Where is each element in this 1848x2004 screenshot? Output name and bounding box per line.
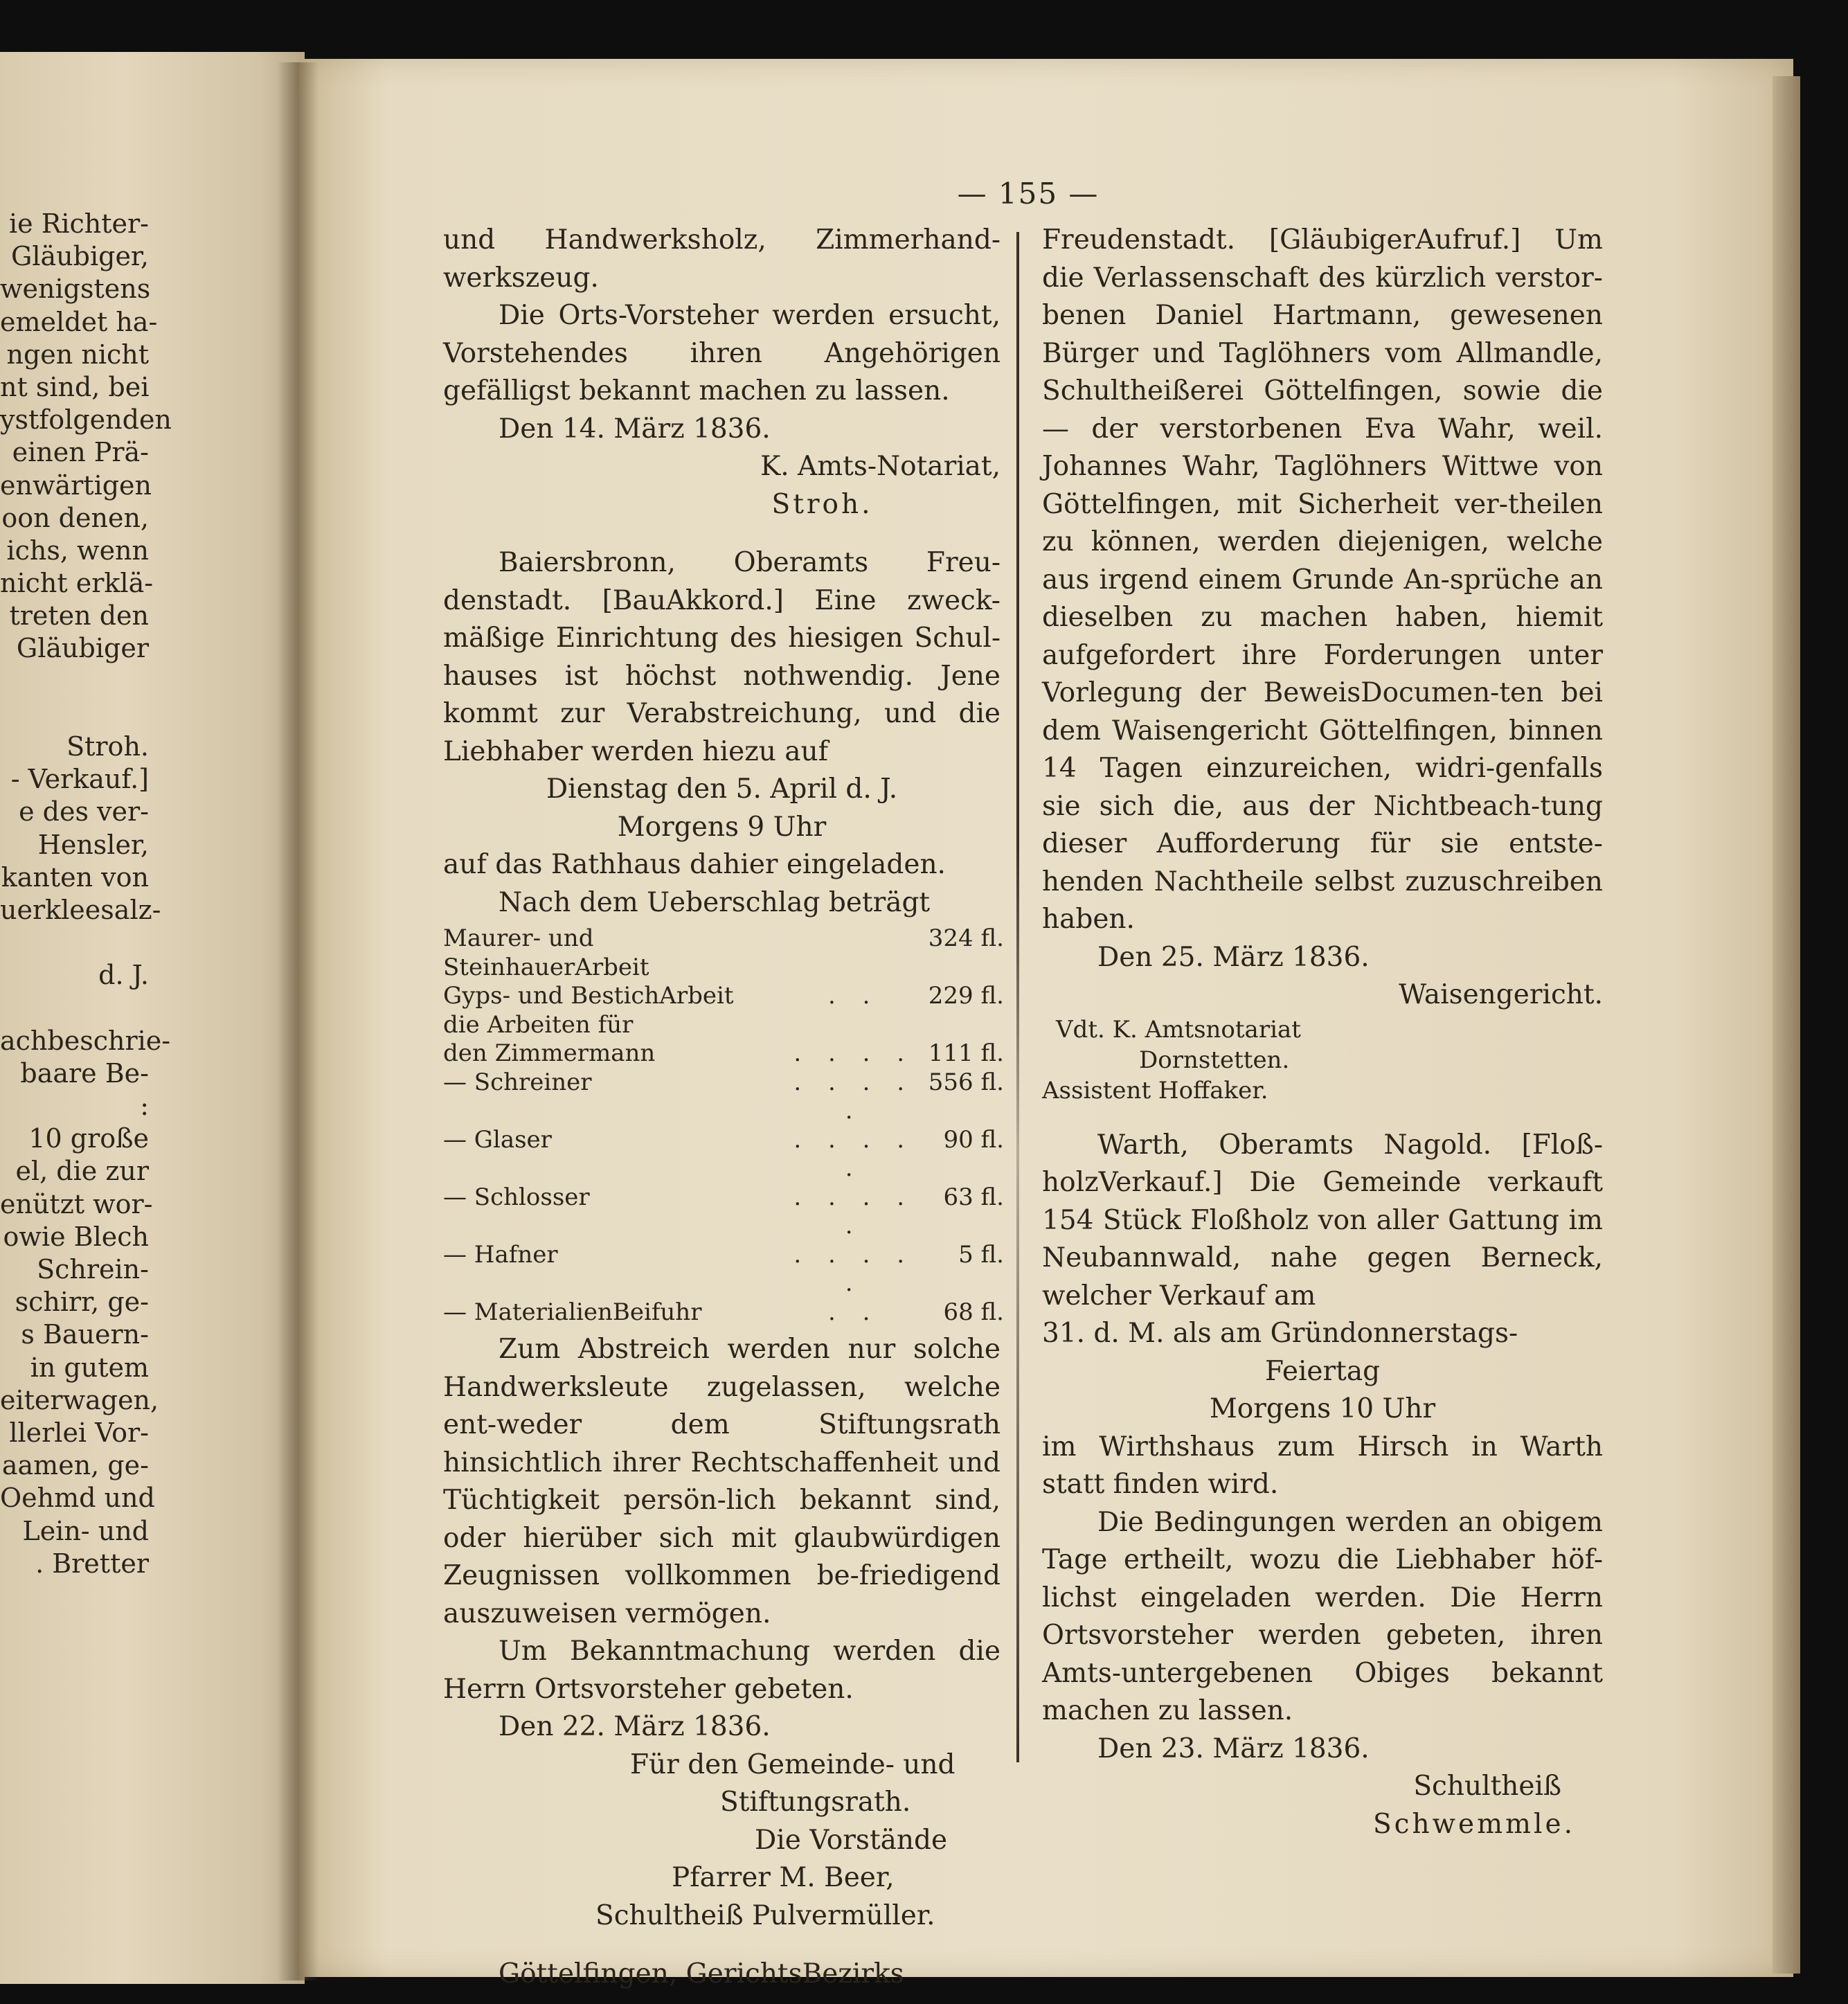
time-line: Morgens 9 Uhr bbox=[617, 811, 827, 843]
cost-item: die Arbeiten für bbox=[443, 1010, 634, 1039]
left-fragment-line: Oehmd und bbox=[0, 1483, 155, 1514]
left-fragment-line: ngen nicht bbox=[6, 339, 149, 370]
cost-item: — Hafner bbox=[443, 1240, 558, 1269]
signature-line: Stiftungsrath. bbox=[720, 1787, 911, 1818]
paragraph: Die Orts-Vorsteher werden ersucht, Vorstehendes ihren Angehörigen gefälligst bekannt machen zu lassen. bbox=[443, 300, 1001, 406]
date-line: Den 23. März 1836. bbox=[1097, 1733, 1370, 1764]
signature-name: Stroh. bbox=[771, 488, 873, 520]
cost-amount: 556 fl. bbox=[928, 1068, 1004, 1096]
cost-item: — Schreiner bbox=[443, 1068, 592, 1096]
left-fragment-line: - Verkauf.] bbox=[10, 764, 149, 795]
left-fragment-line: Stroh. bbox=[66, 731, 149, 762]
left-fragment-line bbox=[0, 698, 149, 731]
cost-dots: . . . . . bbox=[793, 1240, 914, 1297]
paragraph: Die Bedingungen werden an obigem Tage ertheilt, wozu die Liebhaber höf-lichst eingeladen werden. Die Herrn Ortsvorsteher werden gebeten, ihren Amts-untergebenen Obiges bekannt machen zu lassen. bbox=[1042, 1506, 1603, 1726]
cost-row bbox=[443, 1039, 1004, 1068]
left-fragment-line: Hensler, bbox=[37, 829, 149, 860]
left-fragment-line: oon denen, bbox=[1, 502, 149, 533]
cost-row bbox=[443, 1241, 1004, 1298]
page-number: — 155 — bbox=[957, 177, 1100, 211]
cost-row bbox=[443, 1183, 1004, 1241]
cost-amount: 111 fl. bbox=[928, 1039, 1004, 1067]
cost-dots bbox=[787, 1011, 921, 1040]
left-fragment-line: ichs, wenn bbox=[6, 535, 149, 566]
cost-item: — Schlosser bbox=[443, 1183, 590, 1211]
left-fragment-line: einen Prä- bbox=[12, 437, 149, 468]
cost-dots: . . bbox=[827, 982, 880, 1010]
cost-item: — MaterialienBeifuhr bbox=[443, 1298, 702, 1326]
signature-name: Schwemmle. bbox=[1372, 1808, 1575, 1840]
cost-amount: 5 fl. bbox=[958, 1240, 1004, 1269]
left-fragment-line: enwärtigen bbox=[0, 469, 152, 501]
book-gutter bbox=[277, 62, 319, 1980]
left-fragment-line: nicht erklä- bbox=[0, 568, 154, 599]
left-fragment-line: ystfolgenden bbox=[0, 404, 172, 436]
cost-dots: . . . . . bbox=[793, 1125, 914, 1182]
left-fragment-line: s Bauern- bbox=[21, 1319, 149, 1350]
cost-dots: . . . . . bbox=[793, 1068, 914, 1125]
signature-line: Die Vorstände bbox=[755, 1824, 948, 1856]
signature-line: Für den Gemeinde- und bbox=[630, 1748, 956, 1780]
date-line: Den 22. März 1836. bbox=[499, 1711, 771, 1742]
cost-dots: . . . . bbox=[793, 1039, 914, 1067]
left-fragment-line: aamen, ge- bbox=[1, 1450, 149, 1481]
attestation-line: Vdt. K. Amtsnotariat bbox=[1056, 1015, 1301, 1044]
left-page-fragment bbox=[0, 208, 172, 1870]
cost-amount: 229 fl. bbox=[928, 982, 1004, 1010]
page-edge bbox=[1773, 76, 1800, 1974]
left-fragment-line: nt sind, bei bbox=[0, 371, 150, 402]
cost-item: Gyps- und BestichArbeit bbox=[443, 982, 734, 1010]
left-fragment-line: Gläubiger bbox=[16, 633, 149, 664]
left-fragment-line: Schrein- bbox=[37, 1254, 149, 1285]
left-fragment-line: Gläubiger, bbox=[11, 241, 149, 272]
attestation-line: Dornstetten. bbox=[1139, 1046, 1290, 1074]
left-fragment-line: in gutem bbox=[30, 1352, 149, 1383]
cost-row bbox=[443, 1011, 1004, 1040]
paragraph: Feiertag bbox=[1264, 1355, 1381, 1387]
cost-amount bbox=[921, 1011, 1004, 1040]
left-fragment-line: Lein- und bbox=[22, 1515, 149, 1546]
cost-row bbox=[443, 924, 1004, 982]
left-fragment-line: e des ver- bbox=[19, 796, 149, 827]
paragraph: Zum Abstreich werden nur solche Handwerksleute zugelassen, welche ent-weder dem Stiftungsrath hinsichtlich ihrer Rechtschaffenheit und Tüchtigkeit persön-lich bekannt sind, oder hierüber sich mit glaubwürdigen Zeugnissen vollkommen be-friedigend auszuweisen vermögen. bbox=[443, 1334, 1001, 1629]
left-fragment-line: : bbox=[140, 1091, 149, 1122]
notice-paragraph: Warth, Oberamts Nagold. [Floß-holzVerkauf.] Die Gemeinde verkauft 154 Stück Floßholz von aller Gattung im Neubannwald, nahe gegen Berneck, welcher Verkauf am bbox=[1042, 1129, 1603, 1312]
left-fragment-line: kanten von bbox=[1, 861, 149, 893]
paragraph: auf das Rathhaus dahier eingeladen. bbox=[443, 849, 946, 880]
date-line: Den 25. März 1836. bbox=[1097, 941, 1370, 973]
left-fragment-line: llerlei Vor- bbox=[9, 1417, 149, 1448]
cost-dots: . . bbox=[827, 1298, 880, 1326]
cost-item: Maurer- und SteinhauerArbeit bbox=[443, 924, 649, 981]
date-line: Dienstag den 5. April d. J. bbox=[546, 773, 898, 805]
cost-amount: 63 fl. bbox=[943, 1183, 1004, 1211]
left-fragment-line bbox=[0, 927, 149, 959]
signature-name: Pfarrer M. Beer, bbox=[672, 1862, 895, 1893]
left-fragment-line: achbeschrie- bbox=[0, 1025, 171, 1056]
date-line: Den 14. März 1836. bbox=[499, 413, 771, 445]
paragraph: Um Bekanntmachung werden die Herrn Ortsvorsteher gebeten. bbox=[443, 1636, 1001, 1705]
left-fragment-line: d. J. bbox=[98, 960, 149, 991]
paragraph: und Handwerksholz, Zimmerhand-werkszeug. bbox=[443, 224, 1001, 294]
notice-paragraph: Baiersbronn, Oberamts Freu-denstadt. [BauAkkord.] Eine zweck-mäßige Einrichtung des hiesigen Schul-hauses ist höchst nothwendig. Jene kommt zur Verabstreichung, und die Liebhaber werden hiezu auf bbox=[443, 547, 1001, 767]
signature-line: Schultheiß bbox=[1413, 1771, 1561, 1802]
cost-item: — Glaser bbox=[443, 1125, 552, 1154]
left-fragment-line: treten den bbox=[9, 600, 149, 632]
middle-column bbox=[443, 222, 1004, 1994]
left-fragment-line: emeldet ha- bbox=[0, 306, 158, 337]
cost-amount: 90 fl. bbox=[943, 1125, 1004, 1154]
signature-line: K. Amts-Notariat, bbox=[760, 451, 1001, 482]
cost-amount: 68 fl. bbox=[943, 1298, 1004, 1326]
left-fragment-line: eiterwagen, bbox=[0, 1384, 159, 1415]
signature-line: Waisengericht. bbox=[1399, 979, 1603, 1010]
paragraph: 31. d. M. als am Gründonnerstags- bbox=[1042, 1318, 1518, 1349]
left-fragment-line: el, die zur bbox=[15, 1156, 149, 1187]
cost-amount: 324 fl. bbox=[928, 924, 1004, 952]
cost-row bbox=[443, 982, 1004, 1011]
left-fragment-line: uerkleesalz- bbox=[0, 894, 161, 925]
left-fragment-line: 10 große bbox=[28, 1123, 149, 1154]
left-fragment-line: schirr, ge- bbox=[15, 1287, 149, 1318]
left-fragment-line: . Bretter bbox=[35, 1548, 149, 1579]
time-line: Morgens 10 Uhr bbox=[1209, 1393, 1436, 1424]
left-fragment-line: baare Be- bbox=[20, 1057, 149, 1089]
cost-row bbox=[443, 1068, 1004, 1126]
left-fragment-line: ie Richter- bbox=[8, 208, 149, 239]
signature-name: Schultheiß Pulvermüller. bbox=[595, 1899, 935, 1931]
cost-row bbox=[443, 1298, 1004, 1327]
column-rule bbox=[1016, 232, 1019, 1762]
left-fragment-line: owie Blech bbox=[3, 1221, 149, 1252]
cost-dots: . . . . . bbox=[793, 1183, 914, 1240]
cost-item: den Zimmermann bbox=[443, 1039, 656, 1067]
left-fragment-line: wenigstens bbox=[0, 274, 151, 305]
paragraph: im Wirthshaus zum Hirsch in Warth statt finden wird. bbox=[1042, 1431, 1603, 1500]
paragraph: Nach dem Ueberschlag beträgt bbox=[499, 886, 931, 918]
left-fragment-line bbox=[0, 665, 149, 698]
left-fragment-line: enützt wor- bbox=[0, 1188, 153, 1219]
attestation-line: Assistent Hoffaker. bbox=[1042, 1076, 1268, 1104]
paragraph: Freudenstadt. [GläubigerAufruf.] Um die Verlassenschaft des kürzlich verstor-benen Daniel Hartmann, gewesenen Bürger und Taglöhners vom Allmandle, Schultheißerei Göttelfingen, sowie die — der verstorbenen Eva Wahr, weil. Johannes Wahr, Taglöhners Wittwe von Göttelfingen, mit Sicherheit ver-theilen zu können, werden diejenigen, welche aus irgend einem Grunde An-sprüche an dieselben zu machen haben, hiemit aufgefordert ihre Forderungen unter Vorlegung der BeweisDocumen-ten bei dem Waisengericht Göttelfingen, binnen 14 Tagen einzureichen, widri-genfalls sie sich die, aus der Nichtbeach-tung dieser Aufforderung für sie entste-henden Nachtheile selbst zuzuschreiben haben. bbox=[1042, 224, 1603, 935]
notice-heading: Göttelfingen, GerichtsBezirks bbox=[499, 1958, 904, 1989]
left-fragment-line bbox=[0, 992, 149, 1025]
cost-row bbox=[443, 1126, 1004, 1183]
cost-dots bbox=[787, 924, 921, 982]
right-column bbox=[1042, 222, 1603, 1843]
cost-table bbox=[443, 924, 1004, 1327]
